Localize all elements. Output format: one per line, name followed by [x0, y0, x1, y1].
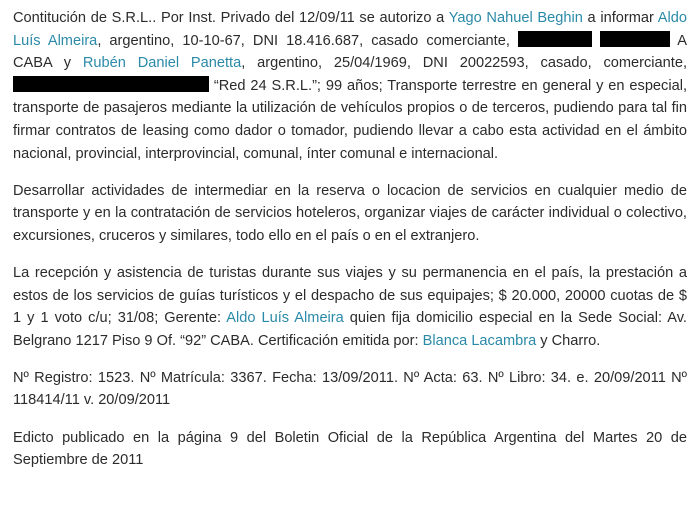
paragraph-constitution	[13, 7, 687, 165]
redaction-block	[13, 76, 209, 92]
constitution-text-1: Contitución de S.R.L.. Por Inst. Privado del 12/09/11 se autorizo a	[13, 10, 449, 26]
document-body	[13, 7, 687, 472]
person-link-yago-nahuel-beghin[interactable]: Yago Nahuel Beghin	[448, 10, 583, 26]
person-link-blanca-lacambra[interactable]: Blanca Lacambra	[422, 332, 537, 349]
paragraph-registry: Nº Registro: 1523. Nº Matrícula: 3367. Fecha: 13/09/2011. Nº Acta: 63. Nº Libro: 34. e. 20/09/2011 Nº 118414/11 v. 20/09/2011	[13, 369, 687, 409]
tourism-text-1: La recepción y asistencia de turistas durante sus viajes y su permanencia en el país, la prestación a estos de los servicios de guías turísticos y el despacho de sus equipajes; $ 20.000, 20000 cuotas de $ 1 y 1 voto c/u; 31/08; Gerente:	[13, 264, 687, 327]
paragraph-activities: Desarrollar actividades de intermediar en la reserva o locacion de servicios en cualquier medio de transporte y en la contratación de servicios hoteleros, organizar viajes de carácter individual o colectivo, excursiones, cruceros y similares, todo ello en el país o en el extranjero.	[13, 182, 687, 244]
constitution-text-5: , argentino, 25/04/1969, DNI 20022593, casado, comerciante,	[241, 55, 688, 72]
tourism-text-3: y Charro.	[536, 332, 601, 349]
constitution-text-2: a informar	[582, 10, 658, 26]
constitution-text-4: A CABA y	[13, 32, 687, 72]
paragraph-tourism	[13, 262, 687, 352]
constitution-text-3: , argentino, 10-10-67, DNI 18.416.687, casado comerciante,	[97, 32, 518, 49]
redaction-block	[600, 31, 670, 47]
person-link-aldo-luis-almeira[interactable]: Aldo Luís Almeira	[13, 10, 687, 49]
person-link-aldo-luis-almeira-manager[interactable]: Aldo Luís Almeira	[226, 310, 344, 327]
redaction-block	[518, 31, 592, 47]
person-link-ruben-daniel-panetta[interactable]: Rubén Daniel Panetta	[82, 55, 242, 72]
paragraph-publication: Edicto publicado en la página 9 del Boletin Oficial de la República Argentina del Martes 20 de Septiembre de 2011	[13, 429, 687, 469]
tourism-text-2: quien fija domicilio especial en la Sede Social: Av. Belgrano 1217 Piso 9 Of. “92” CABA. Certificación emitida por:	[13, 310, 687, 349]
constitution-text-6: “Red 24 S.R.L.”; 99 años; Transporte terrestre en general y en especial, transporte de pasajeros mediante la utilización de vehículos propios o de terceros, pudiendo para tal fin firmar contratos de leasing como dador o tomador, pudiendo llevar a cabo esta actividad en el ámbito nacional, provincial, interprovincial, comunal, ínter comunal e internacional.	[13, 77, 687, 162]
